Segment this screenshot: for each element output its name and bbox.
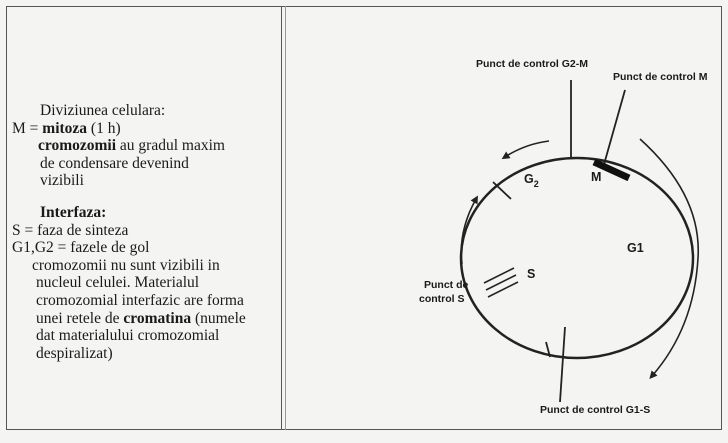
chrom-line3-text: vizibili: [40, 172, 84, 190]
g2-letter: G: [524, 172, 534, 186]
g2-subscript: 2: [533, 179, 539, 189]
desc-line1-text: cromozomii nu sunt vizibili in: [32, 256, 220, 274]
g2-phase-label: [524, 172, 539, 189]
chrom-bold: cromozomii: [38, 137, 117, 155]
arrow-top: [505, 141, 549, 157]
m-prefix: M =: [12, 119, 43, 137]
desc-line3-text: cromozomial interfazic are forma: [36, 291, 244, 309]
desc-line4-suffix: (numele: [191, 309, 246, 327]
g1s-checkpoint-label: Punct de control G1-S: [540, 404, 651, 416]
desc-line4-prefix: unei retele de: [36, 309, 124, 327]
desc-line2-text: nucleul celulei. Materialul: [36, 274, 200, 292]
s-phase-mark-2: [486, 275, 516, 290]
g2m-checkpoint-label: Punct de control G2-M: [476, 58, 589, 70]
desc-line6-text: despiralizat): [36, 344, 113, 362]
g-line-text: G1,G2 = fazele de gol: [12, 239, 150, 257]
arrow-left: [461, 199, 476, 264]
m-checkpoint-mark: [603, 90, 625, 168]
m-suffix: (1 h): [87, 119, 121, 137]
g2-phase-mark: [493, 182, 511, 199]
s-checkpoint-label-line2: control S: [419, 293, 465, 305]
desc-line5-text: dat materialului cromozomial: [36, 327, 220, 345]
m-bold: mitoza: [42, 119, 88, 137]
m-phase-label: M: [591, 170, 602, 184]
g1-phase-label: G1: [627, 241, 644, 255]
arrow-right: [640, 139, 698, 376]
chrom-rest: au gradul maxim: [116, 137, 225, 155]
title-text: Diviziunea celulara:: [40, 102, 166, 119]
interfaza-bold: Interfaza:: [40, 203, 107, 221]
s-checkpoint-label-line1: Punct de: [424, 279, 469, 291]
s-phase-label: S: [527, 267, 536, 281]
cell-cycle-ring: [461, 158, 693, 358]
s-line-text: S = faza de sinteza: [12, 221, 129, 239]
g1s-checkpoint-mark: [560, 327, 565, 402]
chrom-line2-text: de condensare devenind: [40, 154, 189, 172]
s-phase-mark-1: [484, 268, 514, 283]
m-checkpoint-label: Punct de control M: [613, 71, 708, 83]
s-phase-mark-3: [488, 282, 518, 297]
cromatina-bold: cromatina: [123, 309, 192, 327]
